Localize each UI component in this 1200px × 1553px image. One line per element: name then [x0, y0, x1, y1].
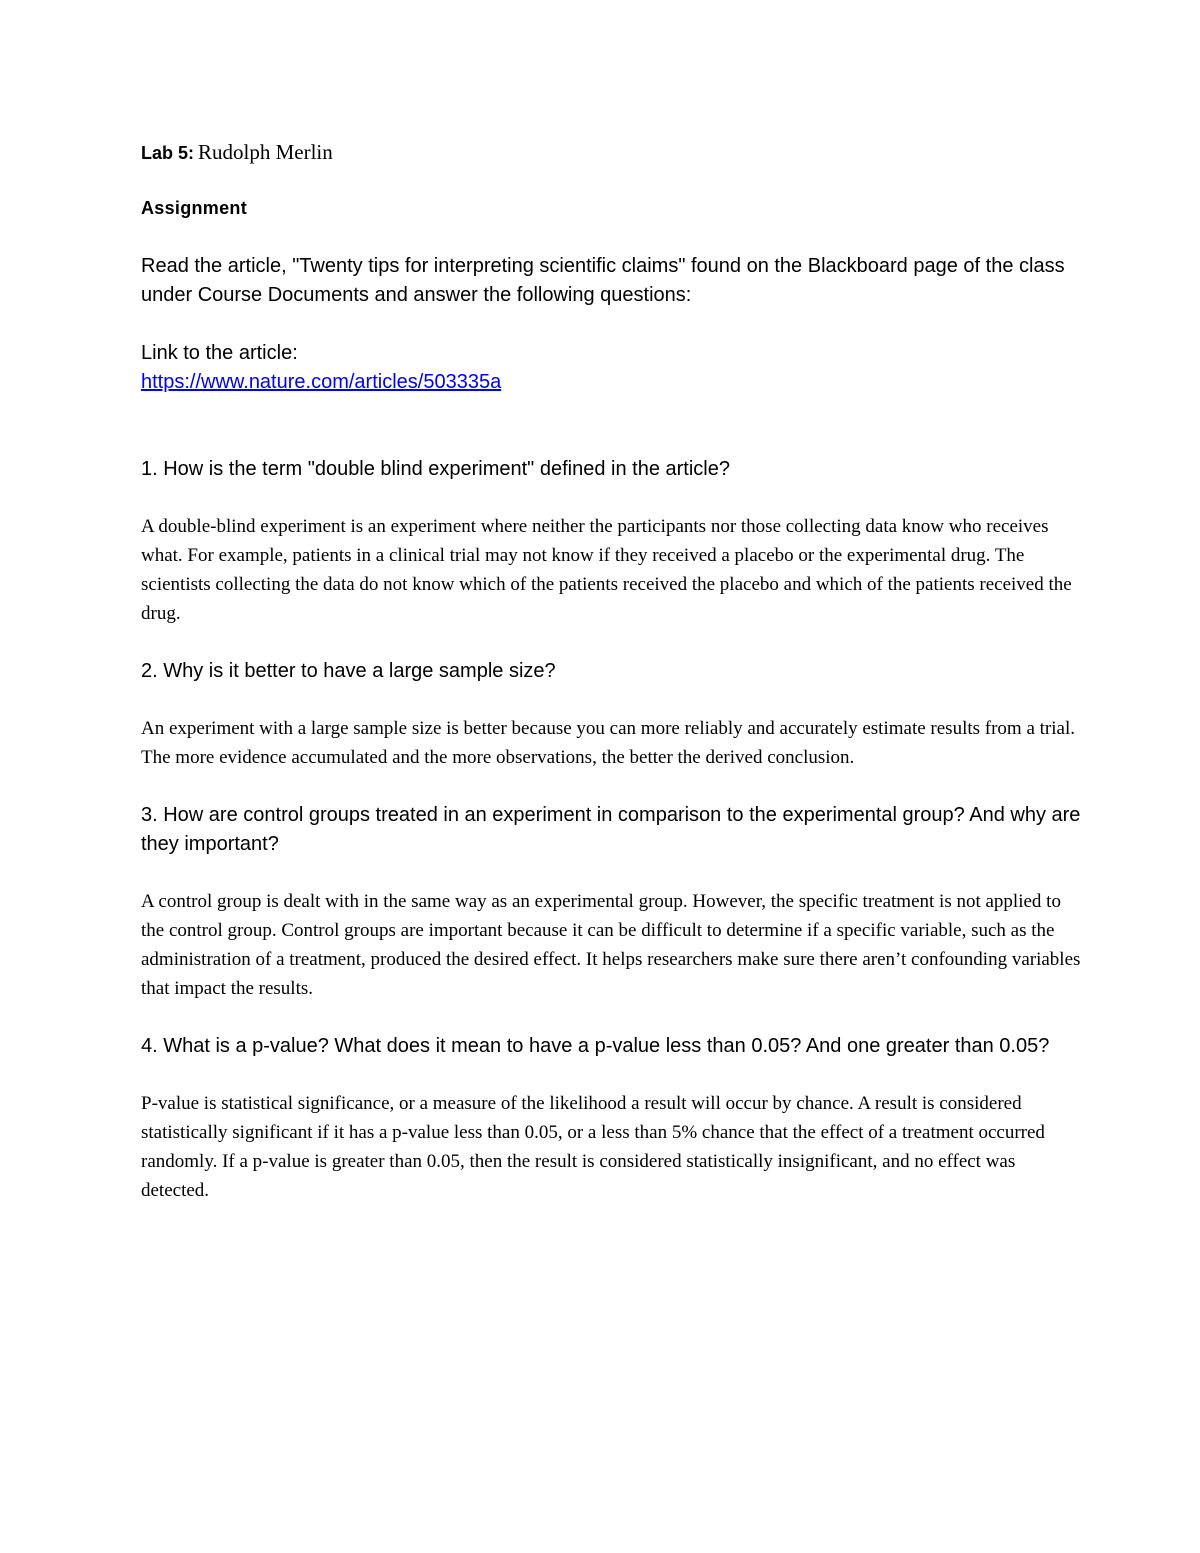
section-heading: Assignment	[141, 198, 248, 218]
answer-1: A double-blind experiment is an experiment where neither the participants nor those collecting data know who receives what. For example, patients in a clinical trial may not know if they received a placebo or the experimental drug. The scientists collecting the data do not know which of the patients received the placebo and which of the patients received the drug.	[141, 516, 1072, 624]
question-1: 1. How is the term "double blind experiment" defined in the article?	[141, 458, 730, 480]
article-link[interactable]: https://www.nature.com/articles/503335a	[141, 371, 502, 393]
answer-4: P-value is statistical significance, or a measure of the likelihood a result will occur by chance. A result is considered statistically significant if it has a p-value less than 0.05, or a less than 5% chance that the effect of a treatment occurred randomly. If a p-value is greater than 0.05, then the result is considered statistically insignificant, and no effect was detected.	[141, 1093, 1045, 1201]
intro-paragraph: Read the article, "Twenty tips for interpreting scientific claims" found on the Blackboard page of the class under Course Documents and answer the following questions:	[141, 255, 1065, 306]
link-label: Link to the article:	[141, 342, 298, 364]
author-name: Rudolph Merlin	[198, 140, 333, 164]
question-2: 2. Why is it better to have a large sample size?	[141, 660, 556, 682]
title-label: Lab 5:	[141, 143, 195, 163]
document-page	[141, 140, 1081, 1234]
answer-3: A control group is dealt with in the same way as an experimental group. However, the specific treatment is not applied to the control group. Control groups are important because it can be difficult to determine if a specific variable, such as the administration of a treatment, produced the desired effect. It helps researchers make sure there aren’t confounding variables that impact the results.	[141, 891, 1081, 999]
answer-2: An experiment with a large sample size is better because you can more reliably and accurately estimate results from a trial. The more evidence accumulated and the more observations, the better the derived conclusion.	[141, 718, 1075, 768]
question-3: 3. How are control groups treated in an experiment in comparison to the experimental group? And why are they important?	[141, 804, 1081, 855]
document-title	[141, 140, 1081, 165]
question-4: 4. What is a p-value? What does it mean to have a p-value less than 0.05? And one greater than 0.05?	[141, 1035, 1050, 1057]
